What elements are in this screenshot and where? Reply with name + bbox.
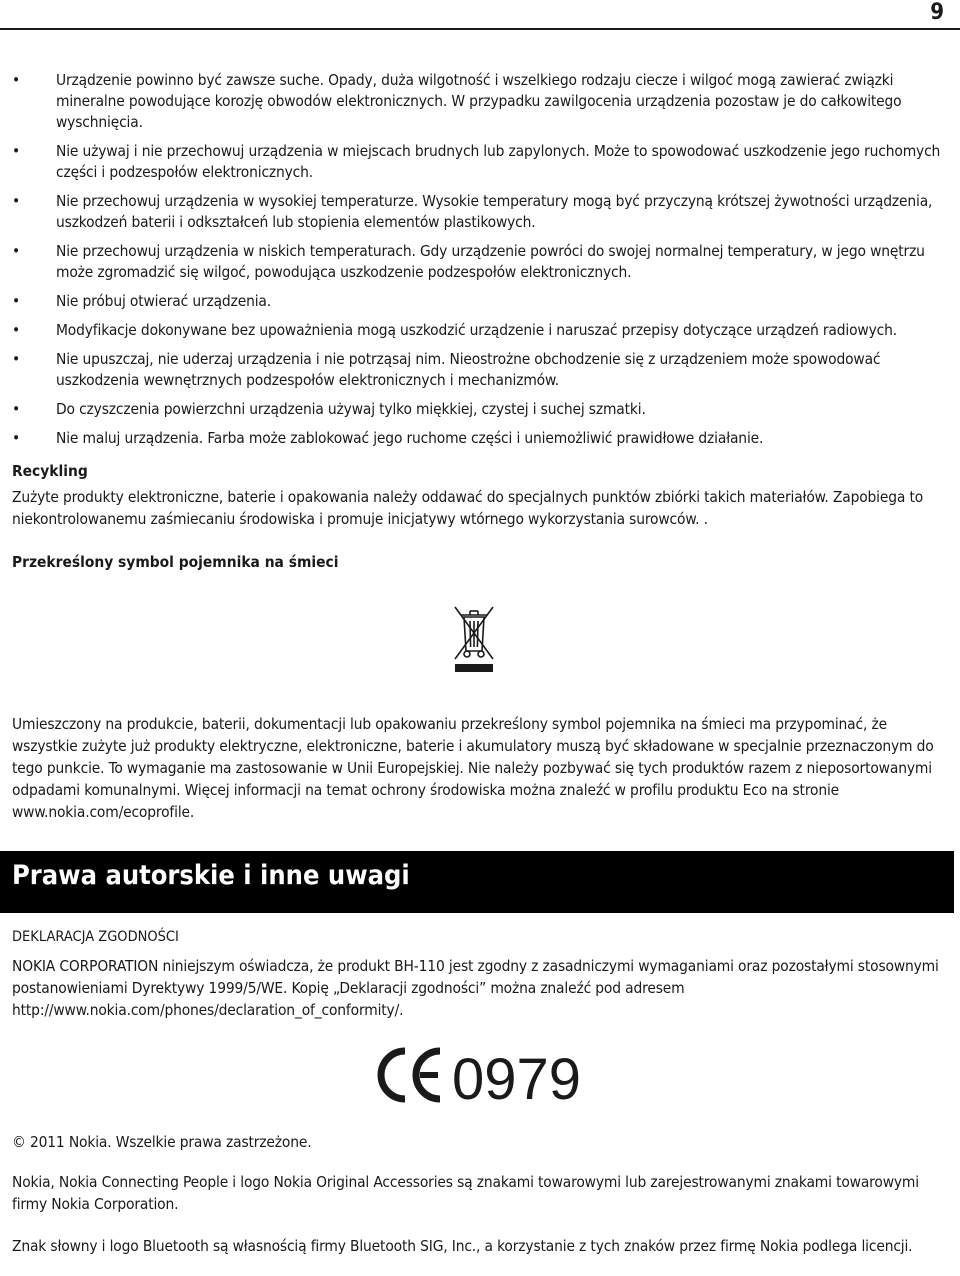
header-rule — [0, 28, 960, 30]
list-item: • Nie przechowuj urządzenia w wysokiej temperaturze. Wysokie temperatury mogą być przyczyną krótszej żywotności urządzenia, uszkodzeń baterii i odkształceń lub stopienia elementów plastikowych. — [12, 192, 933, 231]
list-item: • Nie używaj i nie przechowuj urządzenia w miejscach brudnych lub zapylonych. Może to spowodować uszkodzenie jego ruchomych części i podzespołów elektronicznych. — [12, 142, 941, 181]
list-item: • Urządzenie powinno być zawsze suche. Opady, duża wilgotność i wszelkiego rodzaju ciecze i wilgoć mogą zawierać związki mineralne powodujące korozję obwodów elektronicznych. W przypadku zawilgocenia urządzenia pozostaw je do całkowitego wyschnięcia. — [12, 71, 902, 131]
list-item: • Nie próbuj otwierać urządzenia. — [12, 292, 271, 310]
crossed-out-wheeled-bin-icon — [452, 603, 496, 673]
bullet-icon: • — [12, 321, 21, 339]
page-content — [12, 70, 947, 1257]
bullet-icon: • — [12, 350, 21, 368]
list-item: • Nie upuszczaj, nie uderzaj urządzenia i nie potrząsaj nim. Nieostrożne obchodzenie się z urządzeniem może spowodować uszkodzenia wewnętrznych podzespołów elektronicznych i mechanizmów. — [12, 350, 881, 389]
trademarks-text: Nokia, Nokia Connecting People i logo Nokia Original Accessories są znakami towarowymi lub zarejestrowanymi znakami towarowymi firmy Nokia Corporation. — [12, 1173, 919, 1213]
bullet-icon: • — [12, 71, 21, 89]
recycling-text: Zużyte produkty elektroniczne, baterie i opakowania należy oddawać do specjalnych punktów zbiórki takich materiałów. Zapobiega to niekontrolowanemu zaśmiecaniu środowiska i promuje inicjatywy wtórnego wykorzystania surowców. . — [12, 488, 924, 528]
bullet-icon: • — [12, 400, 21, 418]
list-item: • Do czyszczenia powierzchni urządzenia używaj tylko miękkiej, czystej i suchej szmatki. — [12, 400, 646, 418]
bluetooth-text: Znak słowny i logo Bluetooth są własnością firmy Bluetooth SIG, Inc., a korzystanie z tych znaków przez firmę Nokia podlega licencji. — [12, 1237, 913, 1255]
ce-mark-row — [12, 1021, 947, 1111]
crossed-bin-text: Umieszczony na produkcie, baterii, dokumentacji lub opakowaniu przekreślony symbol pojemnika na śmieci ma przypominać, że wszystkie zużyte już produkty elektryczne, elektroniczne, baterie i akumulatory muszą być składowane w specjalnie przeznaczonym do tego punkcie. To wymaganie ma zastosowanie w Unii Europejskiej. Nie należy pozbywać się tych produktów razem z nieposortowanymi odpadami komunalnymi. Więcej informacji na temat ochrony środowiska można znaleźć w profilu produktu Eco na stronie www.nokia.com/ecoprofile. — [12, 715, 934, 821]
bullet-icon: • — [12, 192, 21, 210]
care-instructions-list — [12, 70, 947, 449]
crossed-bin-heading: Przekreślony symbol pojemnika na śmieci — [12, 553, 339, 571]
bullet-icon: • — [12, 429, 21, 447]
declaration-heading: DEKLARACJA ZGODNOŚCI — [12, 929, 179, 945]
copyright-text: © 2011 Nokia. Wszelkie prawa zastrzeżone. — [12, 1133, 312, 1151]
recycling-heading: Recykling — [12, 462, 88, 480]
notified-body-number: 0979 — [452, 1047, 582, 1107]
ce-mark-icon — [374, 1043, 604, 1107]
declaration-text: NOKIA CORPORATION niniejszym oświadcza, że produkt BH-110 jest zgodny z zasadniczymi wymaganiami oraz pozostałymi stosownymi postanowieniami Dyrektywy 1999/5/WE. Kopię „Deklaracji zgodności” można znaleźć pod adresem http://www.nokia.com/phones/declaration_of_conformity/. — [12, 957, 939, 1019]
list-item: • Modyfikacje dokonywane bez upoważnienia mogą uszkodzić urządzenie i naruszać przepisy dotyczące urządzeń radiowych. — [12, 321, 897, 339]
list-item: • Nie przechowuj urządzenia w niskich temperaturach. Gdy urządzenie powróci do swojej normalnej temperatury, w jego wnętrzu może zgromadzić się wilgoć, powodująca uszkodzenie podzespołów elektronicznych. — [12, 242, 925, 281]
bullet-icon: • — [12, 292, 21, 310]
section-banner: Prawa autorskie i inne uwagi — [0, 851, 954, 913]
bullet-icon: • — [12, 242, 21, 260]
list-item: • Nie maluj urządzenia. Farba może zablokować jego ruchome części i uniemożliwić prawidłowe działanie. — [12, 429, 764, 447]
bullet-icon: • — [12, 142, 21, 160]
page-number: 9 — [930, 0, 944, 25]
